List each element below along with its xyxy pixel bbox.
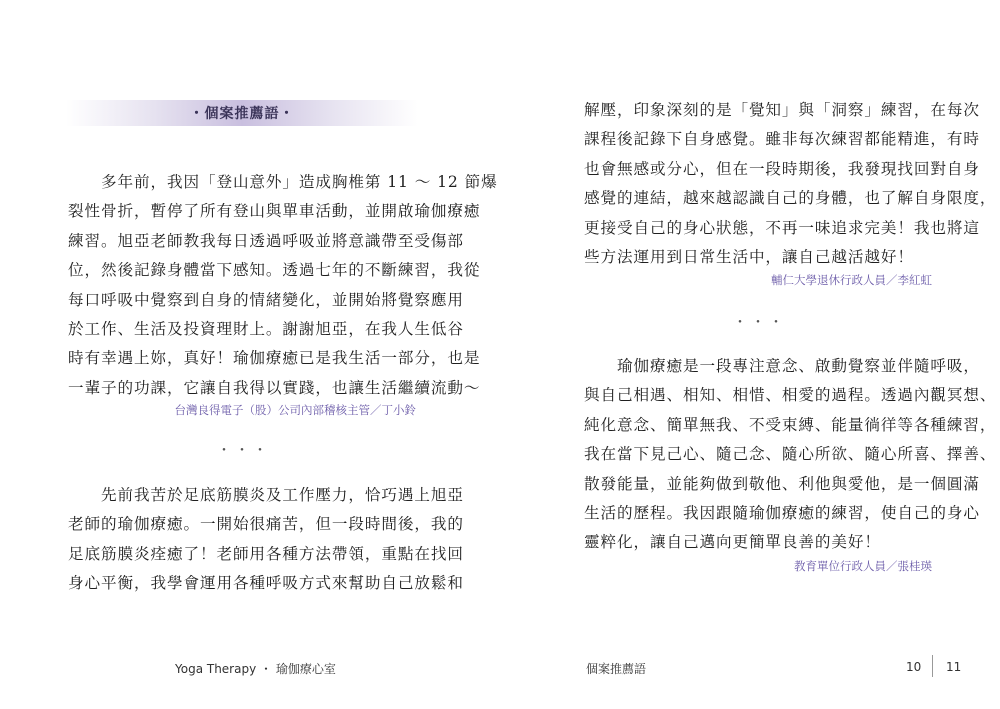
text-line: 身心平衡，我學會運用各種呼吸方式來幫助自己放鬆和 — [68, 574, 464, 593]
text-line: 靈粹化，讓自己邁向更簡單良善的美好！ — [584, 533, 881, 552]
page-number-right: 11 — [946, 660, 962, 674]
testimonial-1-text — [68, 168, 498, 403]
text-line: 多年前，我因「登山意外」造成胸椎第 11 ～ 12 節爆 — [68, 173, 498, 191]
right-page — [500, 0, 1000, 709]
text-line: 足底筋膜炎痊癒了！老師用各種方法帶領，重點在找回 — [68, 544, 464, 563]
separator-dots: ・・・ — [733, 315, 787, 331]
text-line: 課程後記錄下自身感覺。雖非每次練習都能精進，有時 — [584, 130, 980, 149]
section-header-banner — [66, 100, 418, 126]
text-line: 與自己相遇、相知、相惜、相愛的過程。透過內觀冥想、 — [584, 386, 997, 405]
separator-dots: ・・・ — [217, 443, 271, 459]
text-line: 每口呼吸中覺察到自身的情緒變化，並開始將覺察應用 — [68, 290, 464, 309]
testimonial-3-text — [584, 352, 997, 558]
text-line: 些方法運用到日常生活中，讓自己越活越好！ — [584, 248, 914, 267]
text-line: 解壓，印象深刻的是「覺知」與「洞察」練習，在每次 — [584, 101, 980, 119]
text-line: 生活的歷程。我因跟隨瑜伽療癒的練習，使自己的身心 — [584, 504, 980, 523]
text-line: 純化意念、簡單無我、不受束縛、能量徜徉等各種練習， — [584, 415, 997, 434]
text-line: 瑜伽療癒是一段專注意念、啟動覺察並伴隨呼吸， — [584, 357, 980, 375]
testimonial-2-continued-text — [584, 96, 997, 272]
text-line: 也會無感或分心，但在一段時期後，我發現找回對自身 — [584, 159, 980, 178]
text-line: 我在當下見己心、隨己念、隨心所欲、隨心所喜、擇善、 — [584, 445, 997, 464]
text-line: 更接受自己的身心狀態，不再一味追求完美！我也將這 — [584, 218, 980, 237]
text-line: 一輩子的功課，它讓自我得以實踐，也讓生活繼續流動～ — [68, 378, 481, 397]
section-header-title: ・個案推薦語・ — [189, 106, 295, 122]
page-number-left: 10 — [906, 660, 922, 674]
footer-section-title: 個案推薦語 — [586, 662, 647, 676]
testimonial-2-text — [68, 481, 464, 599]
testimonial-2-signature: 輔仁大學退休行政人員／李紅虹 — [771, 273, 932, 287]
text-line: 先前我苦於足底筋膜炎及工作壓力，恰巧遇上旭亞 — [68, 486, 464, 504]
text-line: 於工作、生活及投資理財上。謝謝旭亞，在我人生低谷 — [68, 320, 464, 339]
text-line: 時有幸遇上妳，真好！瑜伽療癒已是我生活一部分，也是 — [68, 349, 481, 368]
testimonial-1-signature: 台灣良得電子（股）公司內部稽核主管／丁小鈴 — [174, 403, 416, 417]
text-line: 裂性骨折，暫停了所有登山與單車活動，並開啟瑜伽療癒 — [68, 202, 481, 221]
footer-book-title: Yoga Therapy ・ 瑜伽療心室 — [175, 662, 336, 676]
testimonial-3-signature: 教育單位行政人員／張桂瑛 — [794, 559, 932, 573]
text-line: 老師的瑜伽療癒。一開始很痛苦，但一段時間後，我的 — [68, 515, 464, 534]
text-line: 感覺的連結，越來越認識自己的身體，也了解自身限度， — [584, 189, 997, 208]
text-line: 位，然後記錄身體當下感知。透過七年的不斷練習，我從 — [68, 261, 481, 280]
text-line: 散發能量，並能夠做到敬他、利他與愛他，是一個圓滿 — [584, 474, 980, 493]
text-line: 練習。旭亞老師教我每日透過呼吸並將意識帶至受傷部 — [68, 231, 464, 250]
page-number-divider — [932, 655, 933, 677]
